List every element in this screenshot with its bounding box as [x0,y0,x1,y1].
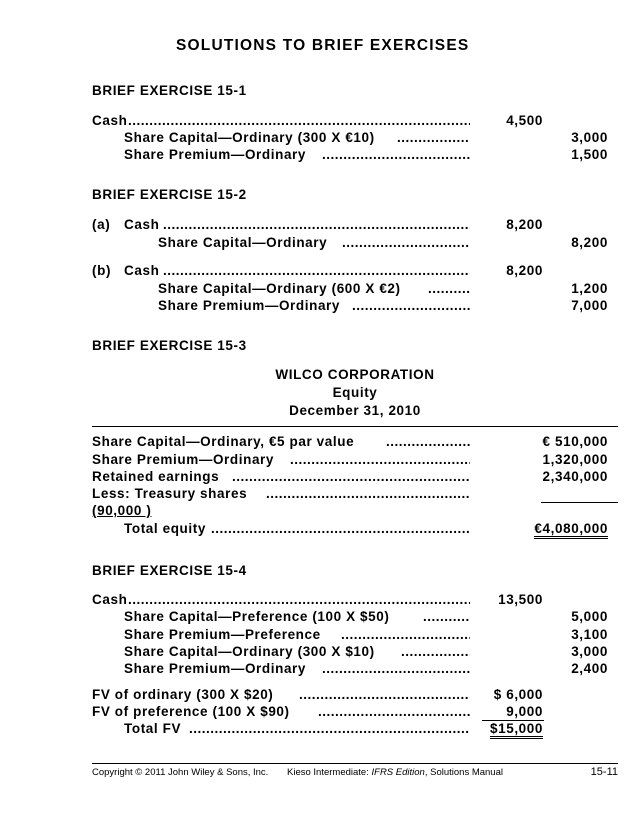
dot-leader [322,147,470,163]
fv-total-amount [490,721,543,737]
entry-account: Cash [92,113,128,128]
entry-account: Share Capital—Ordinary (600 X €2) [158,281,401,296]
fv-total-label: Total FV [124,721,182,736]
total-amount-value: €4,080,000 [534,521,608,539]
credit-amount: 7,000 [571,298,608,313]
entry-account: Cash [92,592,128,607]
entry-account: Share Capital—Ordinary [158,235,328,250]
dot-leader [428,281,470,297]
fv-amount: 9,000 [506,704,543,719]
debit-amount: 13,500 [498,592,543,607]
credit-amount: 2,400 [571,661,608,676]
footer-book-b: , Solutions Manual [424,767,503,778]
dot-leader [128,592,470,608]
statement-date: December 31, 2010 [289,403,421,418]
dot-leader [266,486,470,502]
dot-leader [386,434,470,450]
entry-account: Share Premium—Ordinary [124,147,307,162]
fv-label: FV of preference (100 X $90) [92,704,290,719]
credit-amount: 5,000 [571,609,608,624]
footer-book-title [287,767,503,779]
dot-leader [401,644,470,660]
fv-label: FV of ordinary (300 X $20) [92,687,274,702]
credit-amount: 3,100 [571,627,608,642]
dot-leader [322,661,470,677]
credit-amount: 3,000 [571,644,608,659]
footer-copyright: Copyright © 2011 John Wiley & Sons, Inc. [92,767,269,778]
footer-book-italic: IFRS Edition [371,767,425,778]
dot-leader [423,609,470,625]
exercise-heading: BRIEF EXERCISE 15-3 [92,338,247,353]
equity-line-amount: (90,000 ) [92,503,152,518]
part-label: (b) [92,263,112,278]
equity-line-amount: 1,320,000 [542,452,608,467]
debit-amount: 8,200 [506,217,543,232]
fv-amount: $ 6,000 [493,687,543,702]
equity-line-label: Retained earnings [92,469,220,484]
equity-line-amount: 2,340,000 [542,469,608,484]
equity-line-label: Share Capital—Ordinary, €5 par value [92,434,355,449]
dot-leader [299,687,470,703]
entry-account: Share Premium—Ordinary [124,661,307,676]
credit-amount: 1,200 [571,281,608,296]
dot-leader [318,704,470,720]
credit-amount: 3,000 [571,130,608,145]
dot-leader [163,263,470,279]
entry-account: Share Capital—Preference (100 X $50) [124,609,390,624]
dot-leader [232,469,470,485]
dot-leader [397,130,470,146]
entry-account: Cash [124,217,160,232]
dot-leader [128,113,470,129]
exercise-heading: BRIEF EXERCISE 15-2 [92,187,247,202]
subtotal-rule [541,502,618,503]
credit-amount: 8,200 [571,235,608,250]
part-label: (a) [92,217,111,232]
credit-amount: 1,500 [571,147,608,162]
company-name: WILCO CORPORATION [275,367,435,382]
dot-leader [290,452,470,468]
page-number: 15-11 [590,766,618,778]
dot-leader [342,235,470,251]
footer-book-a: Kieso Intermediate: [287,767,372,778]
dot-leader [211,521,470,537]
dot-leader [352,298,470,314]
exercise-heading: BRIEF EXERCISE 15-4 [92,563,247,578]
total-amount [534,521,608,537]
debit-amount: 4,500 [506,113,543,128]
dot-leader [341,627,470,643]
equity-line-label: Less: Treasury shares [92,486,248,501]
entry-account: Cash [124,263,160,278]
equity-line-label: Share Premium—Ordinary [92,452,275,467]
footer-rule [92,763,618,764]
total-label: Total equity [124,521,206,536]
page-title: SOLUTIONS TO BRIEF EXERCISES [176,37,470,54]
entry-account: Share Premium—Preference [124,627,321,642]
entry-account: Share Capital—Ordinary (300 X €10) [124,130,375,145]
entry-account: Share Capital—Ordinary (300 X $10) [124,644,375,659]
statement-name: Equity [332,385,378,400]
debit-amount: 8,200 [506,263,543,278]
dot-leader [189,721,470,737]
divider [92,426,618,427]
dot-leader [163,217,470,233]
equity-line-amount: € 510,000 [542,434,608,449]
exercise-heading: BRIEF EXERCISE 15-1 [92,83,247,98]
entry-account: Share Premium—Ordinary [158,298,341,313]
fv-total-amount-value: $15,000 [490,721,543,739]
